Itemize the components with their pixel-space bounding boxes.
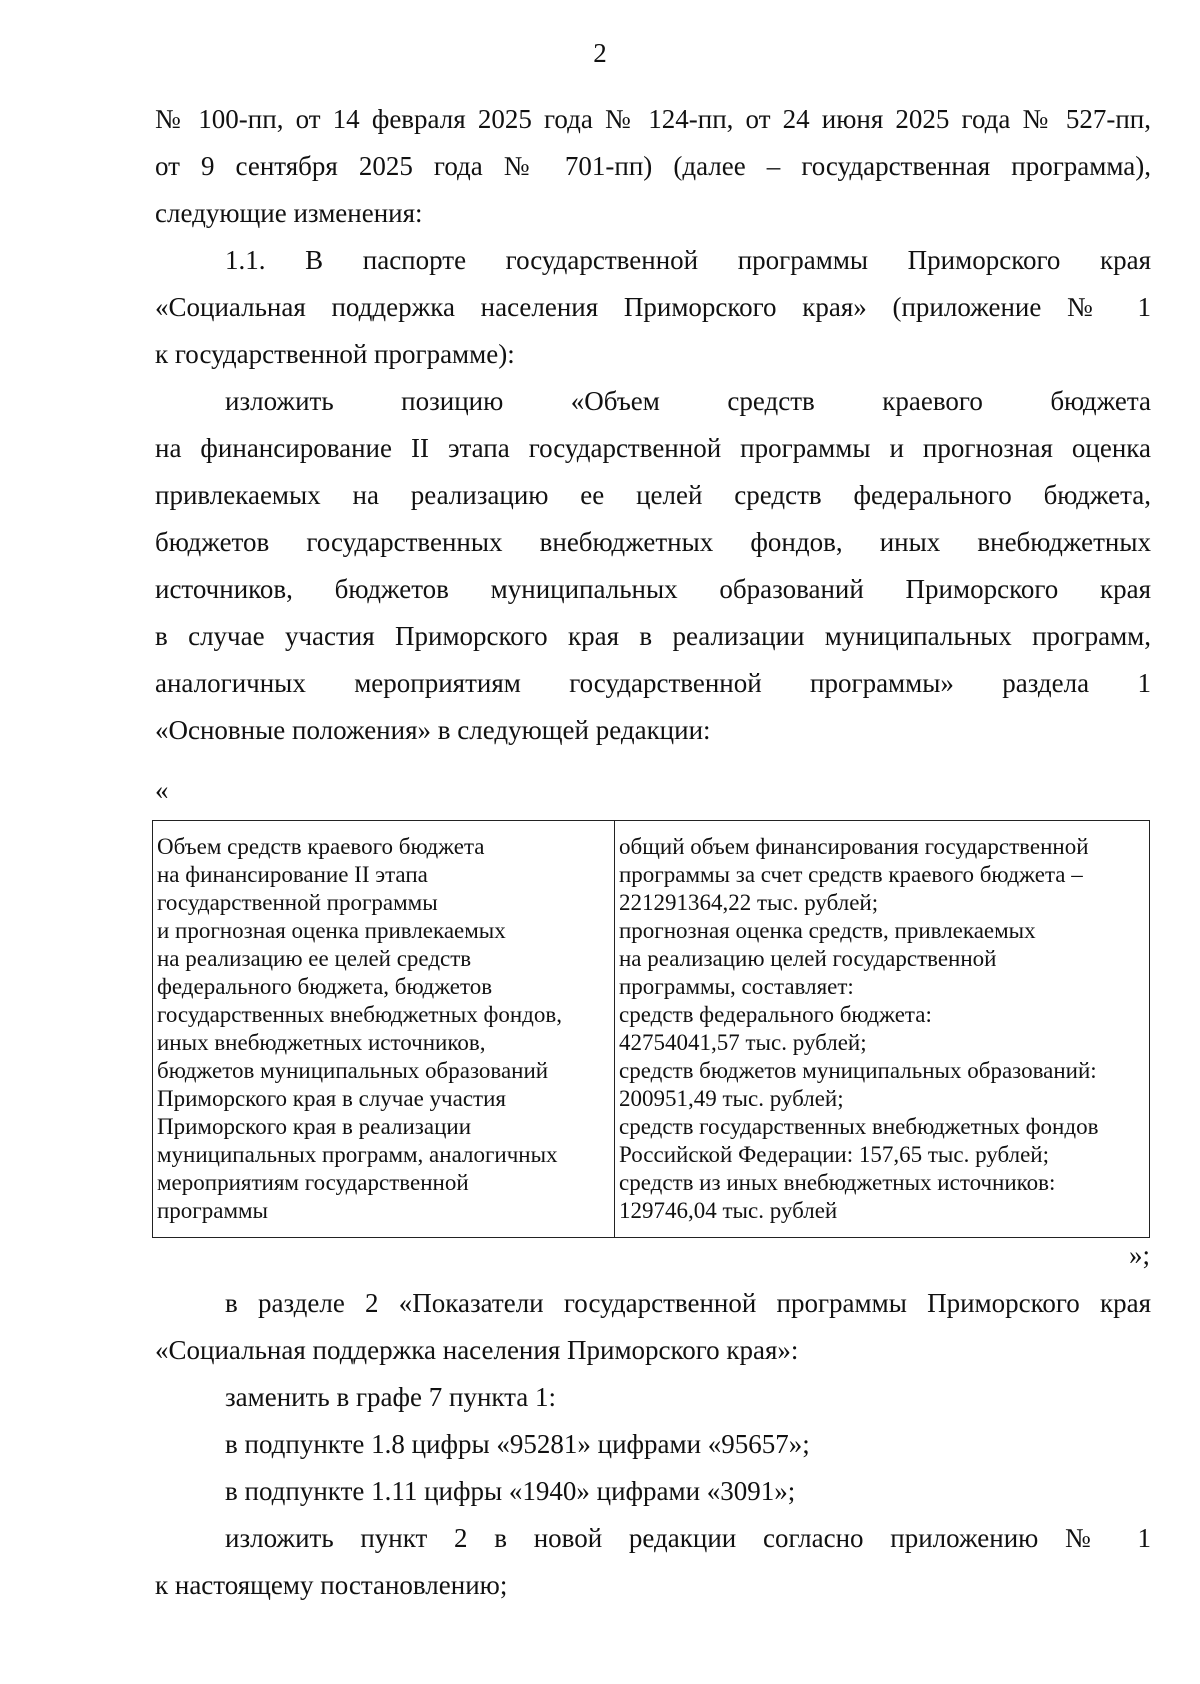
subpoint-1-8: в подпункте 1.8 цифры «95281» цифрами «95657»; [225,1429,810,1459]
cell-line: средств бюджетов муниципальных образований: [619,1058,1097,1083]
text-line: на финансирование II этапа государственной программы и прогнозная оценка [155,433,1151,463]
passport-table [152,820,1150,1238]
cell-line: государственных внебюджетных фондов, [157,1002,562,1027]
item-1-1-paragraph [155,237,1151,378]
set-position-paragraph [155,378,1151,754]
cell-line: Приморского края в случае участия [157,1086,506,1111]
text-line: изложить позицию «Объем средств краевого бюджета [225,386,1151,416]
cell-line: муниципальных программ, аналогичных [157,1142,558,1167]
cell-line: средств федерального бюджета: [619,1002,932,1027]
text-line: следующие изменения: [155,198,423,228]
cell-line: и прогнозная оценка привлекаемых [157,918,506,943]
text-line: «Основные положения» в следующей редакции: [155,715,711,745]
cell-line: прогнозная оценка средств, привлекаемых [619,918,1036,943]
cell-line: средств государственных внебюджетных фондов [619,1114,1099,1139]
text-line: аналогичных мероприятиям государственной программы» раздела 1 [155,668,1151,698]
text-line: № 100-пп, от 14 февраля 2025 года № 124-пп, от 24 июня 2025 года № 527-пп, [155,104,1151,134]
open-quote: « [155,775,169,805]
intro-paragraph [155,96,1151,237]
cell-line: Объем средств краевого бюджета [157,834,485,859]
replace-paragraph: заменить в графе 7 пункта 1: [225,1382,557,1412]
subpoint-1-11: в подпункте 1.11 цифры «1940» цифрами «3091»; [225,1476,796,1506]
text-line: в случае участия Приморского края в реализации муниципальных программ, [155,621,1151,651]
cell-line: средств из иных внебюджетных источников: [619,1170,1056,1195]
text-line: бюджетов государственных внебюджетных фондов, иных внебюджетных [155,527,1151,557]
text-line: изложить пункт 2 в новой редакции согласно приложению № 1 [225,1523,1151,1553]
cell-line: бюджетов муниципальных образований [157,1058,549,1083]
cell-line: программы, составляет: [619,974,854,999]
cell-line: иных внебюджетных источников, [157,1030,486,1055]
cell-line: Приморского края в реализации [157,1114,472,1139]
cell-line: федерального бюджета, бюджетов [157,974,493,999]
cell-line: на финансирование II этапа [157,862,428,887]
cell-line: мероприятиям государственной [157,1170,469,1195]
cell-line: на реализацию ее целей средств [157,946,472,971]
cell-line: 221291364,22 тыс. рублей; [619,890,879,915]
text-line: от 9 сентября 2025 года № 701-пп) (далее – государственная программа), [155,151,1151,181]
cell-line: Российской Федерации: 157,65 тыс. рублей; [619,1142,1049,1167]
page-number: 2 [593,38,607,68]
cell-line: 42754041,57 тыс. рублей; [619,1030,867,1055]
cell-line: программы за счет средств краевого бюджета – [619,862,1083,887]
close-quote: »; [1128,1240,1150,1270]
cell-line: 129746,04 тыс. рублей [619,1198,838,1223]
text-line: в разделе 2 «Показатели государственной программы Приморского края [225,1288,1151,1318]
text-line: источников, бюджетов муниципальных образований Приморского края [155,574,1151,604]
cell-line: программы [157,1198,269,1223]
cell-line: на реализацию целей государственной [619,946,997,971]
cell-line: государственной программы [157,890,438,915]
table-cell-value [615,821,1150,1238]
text-line: 1.1. В паспорте государственной программы Приморского края [225,245,1151,275]
text-line: к настоящему постановлению; [155,1570,508,1600]
cell-line: общий объем финансирования государственной [619,834,1089,859]
table-row [153,821,1150,1238]
text-line: привлекаемых на реализацию ее целей средств федерального бюджета, [155,480,1151,510]
text-line: «Социальная поддержка населения Приморского края»: [155,1335,799,1365]
cell-line: 200951,49 тыс. рублей; [619,1086,844,1111]
text-line: «Социальная поддержка населения Приморского края» (приложение № 1 [155,292,1151,322]
point-2-paragraph [155,1515,1151,1609]
text-line: к государственной программе): [155,339,515,369]
table-cell-label [153,821,615,1238]
section-2-paragraph [155,1280,1151,1374]
